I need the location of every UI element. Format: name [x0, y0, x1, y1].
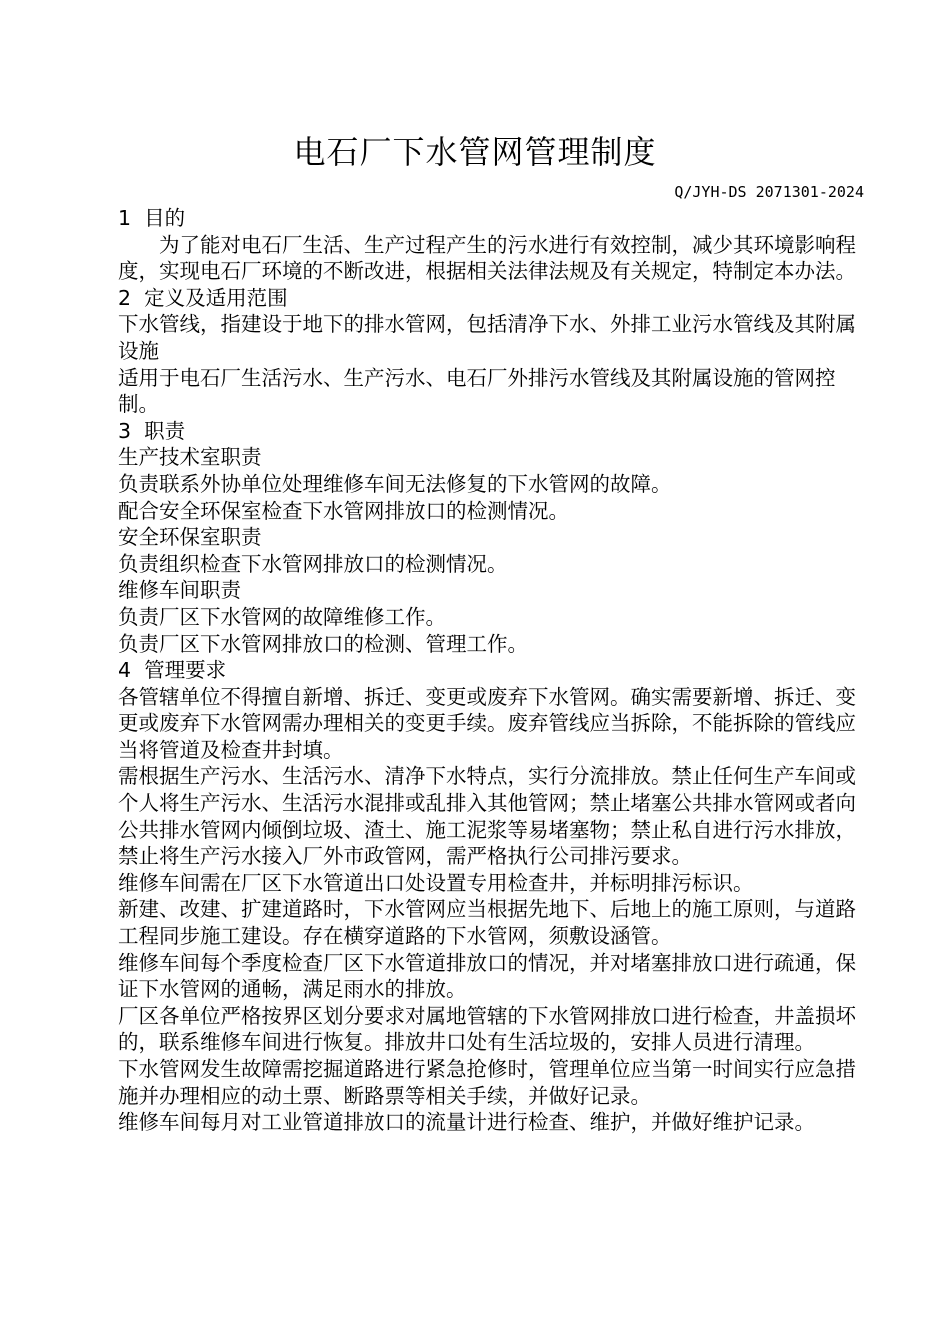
- paragraph: 配合安全环保室检查下水管网排放口的检测情况。: [118, 498, 569, 523]
- section-heading-requirements: 4 管理要求: [118, 658, 227, 683]
- section-heading-responsibilities: 3 职责: [118, 418, 186, 443]
- document-title: 电石厂下水管网管理制度: [293, 133, 657, 171]
- paragraph: 负责厂区下水管网排放口的检测、管理工作。: [118, 631, 528, 656]
- paragraph: 为了能对电石厂生活、生产过程产生的污水进行有效控制，减少其环境影响程度，实现电石厂环境的不断改进，根据相关法律法规及有关规定，特制定本办法。: [118, 232, 856, 284]
- paragraph: 下水管网发生故障需挖掘道路进行紧急抢修时，管理单位应当第一时间实行应急措施并办理相应的动土票、断路票等相关手续，并做好记录。: [118, 1057, 856, 1108]
- paragraph: 适用于电石厂生活污水、生产污水、电石厂外排污水管线及其附属设施的管网控制。: [118, 365, 836, 417]
- paragraph: 生产技术室职责: [118, 445, 262, 470]
- paragraph: 负责联系外协单位处理维修车间无法修复的下水管网的故障。: [118, 471, 672, 496]
- paragraph: 维修车间每月对工业管道排放口的流量计进行检查、维护，并做好维护记录。: [118, 1110, 815, 1135]
- paragraph: 负责组织检查下水管网排放口的检测情况。: [118, 551, 508, 576]
- paragraph: 安全环保室职责: [118, 525, 262, 550]
- document-body: [118, 205, 864, 1136]
- paragraph: 厂区各单位严格按界区划分要求对属地管辖的下水管网排放口进行检查，井盖损坏的，联系维修车间进行恢复。排放井口处有生活垃圾的，安排人员进行清理。: [118, 1003, 856, 1055]
- paragraph: 下水管线，指建设于地下的排水管网，包括清净下水、外排工业污水管线及其附属设施: [118, 312, 856, 363]
- paragraph: 需根据生产污水、生活污水、清净下水特点，实行分流排放。禁止任何生产车间或个人将生产污水、生活污水混排或乱排入其他管网；禁止堵塞公共排水管网或者向公共排水管网内倾倒垃圾、渣土、施工泥浆等易堵塞物；禁止私自进行污水排放，禁止将生产污水接入厂外市政管网，需严格执行公司排污要求。: [118, 764, 856, 869]
- document-number: Q/JYH-DS 2071301-2024: [674, 183, 864, 201]
- paragraph: 负责厂区下水管网的故障维修工作。: [118, 604, 446, 629]
- section-heading-purpose: 1 目的: [118, 206, 186, 230]
- paragraph: 维修车间每个季度检查厂区下水管道排放口的情况，并对堵塞排放口进行疏通，保证下水管网的通畅，满足雨水的排放。: [118, 950, 856, 1002]
- section-heading-scope: 2 定义及适用范围: [118, 285, 288, 310]
- paragraph: 新建、改建、扩建道路时，下水管网应当根据先地下、后地上的施工原则，与道路工程同步施工建设。存在横穿道路的下水管网，须敷设涵管。: [118, 897, 856, 949]
- paragraph: 维修车间需在厂区下水管道出口处设置专用检查井，并标明排污标识。: [118, 870, 754, 895]
- paragraph: 维修车间职责: [118, 578, 241, 603]
- paragraph: 各管辖单位不得擅自新增、拆迁、变更或废弃下水管网。确实需要新增、拆迁、变更或废弃下水管网需办理相关的变更手续。废弃管线应当拆除，不能拆除的管线应当将管道及检查井封填。: [118, 684, 856, 762]
